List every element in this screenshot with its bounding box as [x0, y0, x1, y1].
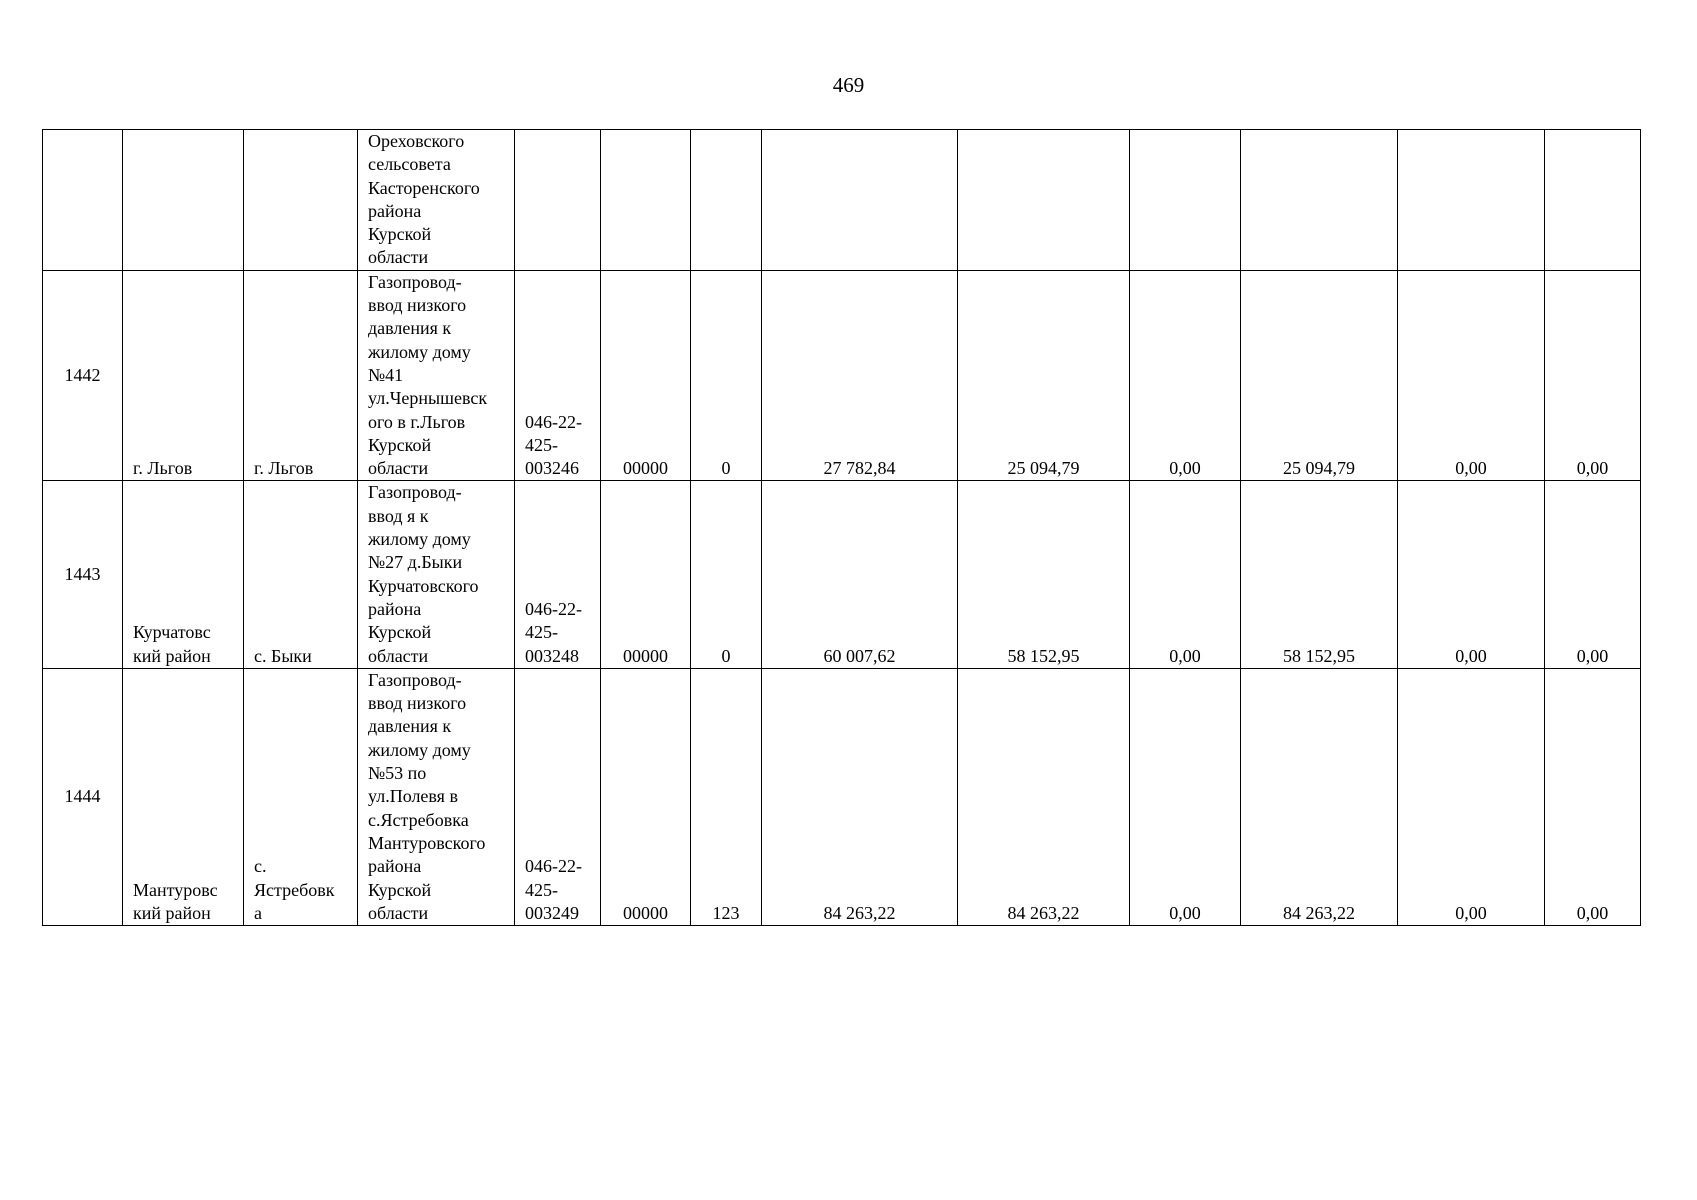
table-row: [43, 481, 1641, 668]
cost-a-cell: 84 263,22: [958, 668, 1130, 925]
inventory-code-cell: 046-22- 425- 003248: [515, 481, 601, 668]
page-number: 469: [832, 73, 865, 97]
cost-b-cell: [1130, 130, 1241, 271]
cost-d-cell: [1398, 130, 1545, 271]
cost-c-cell: 84 263,22: [1241, 668, 1398, 925]
count-cell: 123: [691, 668, 762, 925]
cost-c-cell: 58 152,95: [1241, 481, 1398, 668]
cost-a-cell: 58 152,95: [958, 481, 1130, 668]
object-name-cell: Газопровод- ввод низкого давления к жилому дому №53 по ул.Полевя в с.Ястребовка Мантуровского района Курской области: [358, 668, 515, 925]
count-cell: 0: [691, 270, 762, 481]
initial-cost-cell: 27 782,84: [762, 270, 958, 481]
object-name-cell: Газопровод- ввод я к жилому дому №27 д.Быки Курчатовского района Курской области: [358, 481, 515, 668]
cost-a-cell: [958, 130, 1130, 271]
district-cell: Курчатовс кий район: [123, 481, 244, 668]
cost-b-cell: 0,00: [1130, 481, 1241, 668]
inventory-code-cell: [515, 130, 601, 271]
cost-d-cell: 0,00: [1398, 668, 1545, 925]
cost-a-cell: 25 094,79: [958, 270, 1130, 481]
cost-c-cell: 25 094,79: [1241, 270, 1398, 481]
count-cell: 0: [691, 481, 762, 668]
row-index-cell: [43, 130, 123, 271]
cost-d-cell: 0,00: [1398, 270, 1545, 481]
table-row: [43, 130, 1641, 271]
locality-cell: г. Льгов: [244, 270, 358, 481]
okof-code-cell: 00000: [601, 668, 691, 925]
registry-table: [42, 129, 1641, 926]
okof-code-cell: 00000: [601, 481, 691, 668]
object-name-cell: Ореховского сельсовета Касторенского района Курской области: [358, 130, 515, 271]
cost-c-cell: [1241, 130, 1398, 271]
initial-cost-cell: [762, 130, 958, 271]
cost-d-cell: 0,00: [1398, 481, 1545, 668]
district-cell: Мантуровс кий район: [123, 668, 244, 925]
initial-cost-cell: 84 263,22: [762, 668, 958, 925]
cost-e-cell: 0,00: [1545, 668, 1641, 925]
cost-b-cell: 0,00: [1130, 668, 1241, 925]
district-cell: г. Льгов: [123, 270, 244, 481]
locality-cell: с. Быки: [244, 481, 358, 668]
locality-cell: [244, 130, 358, 271]
district-cell: [123, 130, 244, 271]
inventory-code-cell: 046-22- 425- 003249: [515, 668, 601, 925]
row-index-cell: 1442: [43, 270, 123, 481]
cost-e-cell: 0,00: [1545, 481, 1641, 668]
object-name-cell: Газопровод- ввод низкого давления к жилому дому №41 ул.Чернышевск ого в г.Льгов Курской области: [358, 270, 515, 481]
locality-cell: с. Ястребовк а: [244, 668, 358, 925]
cost-b-cell: 0,00: [1130, 270, 1241, 481]
count-cell: [691, 130, 762, 271]
cost-e-cell: 0,00: [1545, 270, 1641, 481]
initial-cost-cell: 60 007,62: [762, 481, 958, 668]
row-index-cell: 1444: [43, 668, 123, 925]
table-row: [43, 668, 1641, 925]
cost-e-cell: [1545, 130, 1641, 271]
inventory-code-cell: 046-22- 425- 003246: [515, 270, 601, 481]
okof-code-cell: 00000: [601, 270, 691, 481]
row-index-cell: 1443: [43, 481, 123, 668]
table-row: [43, 270, 1641, 481]
okof-code-cell: [601, 130, 691, 271]
